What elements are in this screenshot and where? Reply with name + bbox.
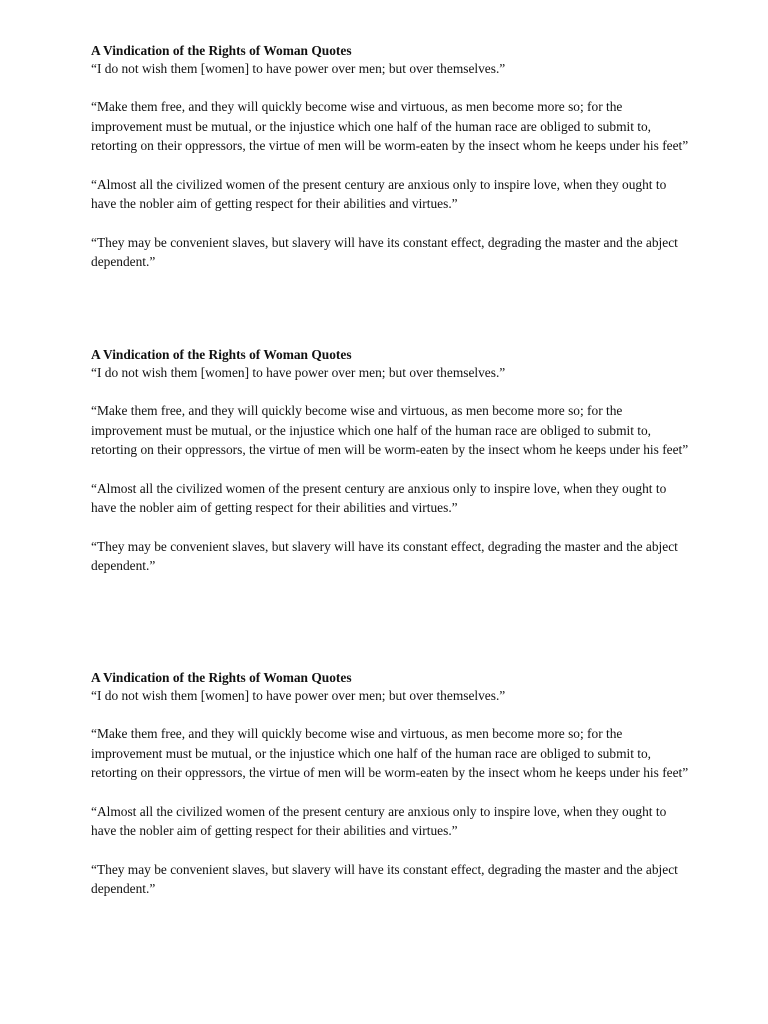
quote-paragraph: “I do not wish them [women] to have power over men; but over themselves.” [91,688,506,703]
quote-paragraph: “Make them free, and they will quickly become wise and virtuous, as men become more so; for the improvement must be mutual, or the injustice which one half of the human race are obliged to submit to, retorting on their oppressors, the virtue of men will be worm-eaten by the insect whom he keeps under his feet” [91,99,689,153]
quote-paragraph: “Almost all the civilized women of the present century are anxious only to inspire love, when they ought to have the nobler aim of getting respect for their abilities and virtues.” [91,803,667,838]
quote-paragraph: “They may be convenient slaves, but slavery will have its constant effect, degrading the master and the abject dependent.” [91,861,678,896]
quote-paragraph: “I do not wish them [women] to have power over men; but over themselves.” [91,61,506,76]
quote-paragraph: “I do not wish them [women] to have power over men; but over themselves.” [91,365,506,380]
quote-section [91,346,691,576]
quote-paragraph: “Almost all the civilized women of the present century are anxious only to inspire love, when they ought to have the nobler aim of getting respect for their abilities and virtues.” [91,176,667,211]
quote-paragraph: “They may be convenient slaves, but slavery will have its constant effect, degrading the master and the abject dependent.” [91,538,678,573]
quote-section [91,669,691,899]
quote-paragraph: “Almost all the civilized women of the present century are anxious only to inspire love, when they ought to have the nobler aim of getting respect for their abilities and virtues.” [91,480,667,515]
section-heading: A Vindication of the Rights of Woman Quotes [91,43,352,58]
quote-section [91,42,691,272]
section-heading: A Vindication of the Rights of Woman Quotes [91,670,352,685]
quote-paragraph: “They may be convenient slaves, but slavery will have its constant effect, degrading the master and the abject dependent.” [91,234,678,269]
quote-paragraph: “Make them free, and they will quickly become wise and virtuous, as men become more so; for the improvement must be mutual, or the injustice which one half of the human race are obliged to submit to, retorting on their oppressors, the virtue of men will be worm-eaten by the insect whom he keeps under his feet” [91,726,689,780]
section-heading: A Vindication of the Rights of Woman Quotes [91,347,352,362]
quote-paragraph: “Make them free, and they will quickly become wise and virtuous, as men become more so; for the improvement must be mutual, or the injustice which one half of the human race are obliged to submit to, retorting on their oppressors, the virtue of men will be worm-eaten by the insect whom he keeps under his feet” [91,403,689,457]
